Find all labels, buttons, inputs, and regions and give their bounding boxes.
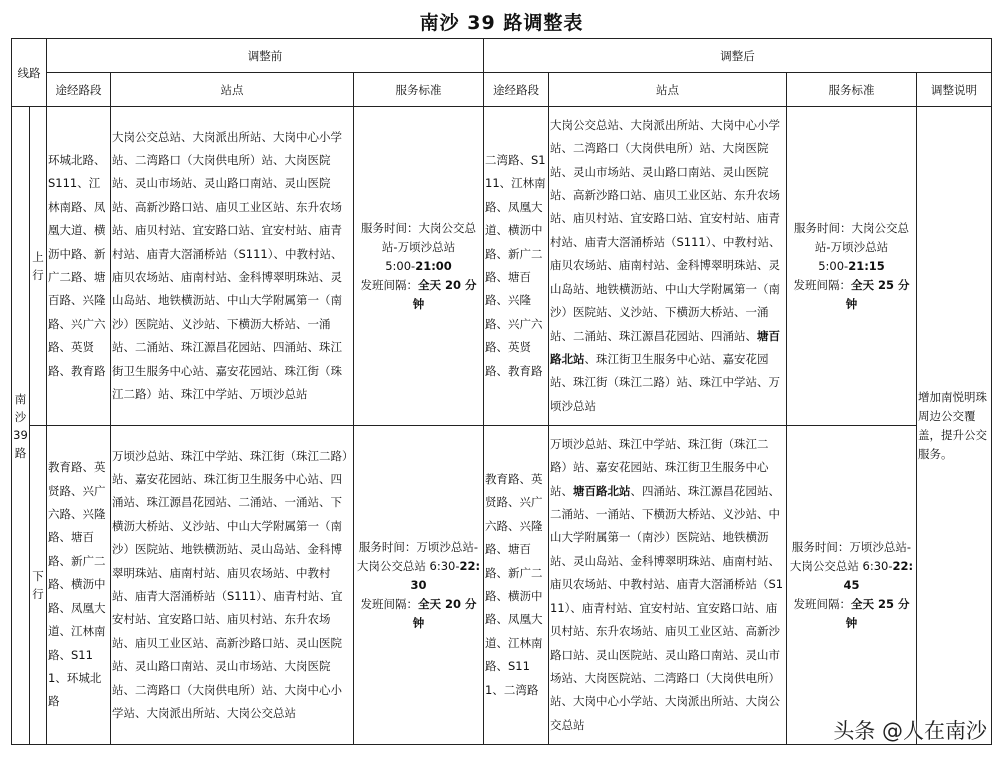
down-after-service-time: 服务时间：万顷沙总站-大岗公交总站 6:30-	[789, 539, 912, 573]
down-before-interval-value: 全天 20 分钟	[412, 596, 477, 630]
down-after-interval-label: 发班间隔：	[793, 596, 851, 611]
up-before-interval-label: 发班间隔：	[360, 277, 418, 292]
up-before-stops: 大岗公交总站、大岗派出所站、大岗中心小学站、二湾路口（大岗供电所）站、大岗医院站、灵山市场站、灵山路口南站、灵山医院站、高新沙路口站、庙贝工业区站、东升农场站、庙贝村站、宜安路口站、宜安村站、庙青村站、庙青大滘涌桥站（S111）、中教村站、庙贝农场站、庙南村站、金科博翠明珠站、灵山岛站、地铁横沥站、中山大学附属第一（南沙）医院站、义沙站、下横沥大桥站、一涌站、二涌站、珠江源昌花园站、四涌站、珠江街卫生服务中心站、嘉安花园站、珠江街（珠江二路）站、珠江中学站、万顷沙总站	[111, 107, 354, 426]
header-after-segment: 途经路段	[484, 73, 549, 107]
header-after-stops: 站点	[549, 73, 787, 107]
down-before-stops: 万顷沙总站、珠江中学站、珠江街（珠江二路）站、嘉安花园站、珠江街卫生服务中心站、四涌站、珠江源昌花园站、二涌站、一涌站、下横沥大桥站、义沙站、中山大学附属第一（南沙）医院站、地铁横沥站、灵山岛站、金科博翠明珠站、庙南村站、庙贝农场站、中教村站、庙青大滘涌桥站（S111）、庙青村站、宜安村站、宜安路口站、庙贝村站、东升农场站、庙贝工业区站、高新沙路口站、灵山医院站、灵山路口南站、灵山市场站、大岗医院站、二湾路口（大岗供电所）站、大岗中心小学站、大岗派出所站、大岗公交总站	[111, 426, 354, 745]
header-line: 线路	[12, 39, 47, 107]
down-before-service-time: 服务时间：万顷沙总站-大岗公交总站 6:30-	[356, 539, 479, 573]
up-after-service-start: 5:00-	[818, 258, 849, 273]
down-before-service-end: 22:30	[410, 558, 481, 592]
up-after-new-stop: 塘百路北站	[550, 328, 780, 366]
up-after-service	[787, 107, 917, 426]
page-title: 南沙 39 路调整表	[419, 12, 584, 34]
up-before-service-start: 5:00-	[385, 258, 416, 273]
header-after-service: 服务标准	[787, 73, 917, 107]
up-before-service-time: 服务时间：大岗公交总站-万顷沙总站	[361, 220, 476, 254]
down-before-interval-label: 发班间隔：	[360, 596, 418, 611]
up-after-segments: 二湾路、S111、江林南路、凤凰大道、横沥中路、新广二路、塘百路、兴隆路、兴广六路、英贤路、教育路	[484, 107, 549, 426]
adjustment-note: 增加南悦明珠周边公交覆盖，提升公交服务。	[917, 107, 992, 745]
up-before-service	[354, 107, 484, 426]
down-after-stops-a: 万顷沙总站、珠江中学站、珠江街（珠江二路）站、嘉安花园站、珠江街卫生服务中心站、	[550, 436, 769, 498]
up-after-stops	[549, 107, 787, 426]
up-after-service-time: 服务时间：大岗公交总站-万顷沙总站	[794, 220, 909, 254]
down-after-segments: 教育路、英贤路、兴广六路、兴隆路、塘百路、新广二路、横沥中路、凤凰大道、江林南路、S111、二湾路	[484, 426, 549, 745]
up-after-interval-label: 发班间隔：	[793, 277, 851, 292]
up-before-service-end: 21:00	[415, 258, 452, 273]
direction-down: 下行	[30, 426, 47, 745]
up-before-interval-value: 全天 20 分钟	[412, 277, 477, 311]
header-before: 调整前	[47, 39, 484, 73]
down-after-stops-b: 、四涌站、珠江源昌花园站、二涌站、一涌站、下横沥大桥站、义沙站、中山大学附属第一（南沙）医院站、地铁横沥站、灵山岛站、金科博翠明珠站、庙南村站、庙贝农场站、中教村站、庙青大滘涌桥站（S111）、庙青村站、宜安村站、宜安路口站、庙贝村站、东升农场站、庙贝工业区站、高新沙路口站、灵山医院站、灵山路口南站、灵山市场站、大岗医院站、二湾路口（大岗供电所）站、大岗中心小学站、大岗派出所站、大岗公交总站	[550, 483, 784, 732]
header-note: 调整说明	[917, 73, 992, 107]
header-before-stops: 站点	[111, 73, 354, 107]
down-after-service	[787, 426, 917, 745]
watermark: 头条 @人在南沙	[833, 719, 987, 743]
route-name: 南沙39路	[12, 107, 30, 745]
direction-up: 上行	[30, 107, 47, 426]
down-after-stops	[549, 426, 787, 745]
up-after-stops-a: 大岗公交总站、大岗派出所站、大岗中心小学站、二湾路口（大岗供电所）站、大岗医院站、灵山市场站、灵山路口南站、灵山医院站、高新沙路口站、庙贝工业区站、东升农场站、庙贝村站、宜安路口站、宜安村站、庙青村站、庙青大滘涌桥站（S111）、中教村站、庙贝农场站、庙南村站、金科博翠明珠站、灵山岛站、地铁横沥站、中山大学附属第一（南沙）医院站、义沙站、下横沥大桥站、一涌站、二涌站、珠江源昌花园站、四涌站、	[550, 117, 781, 343]
up-after-interval-value: 全天 25 分钟	[845, 277, 910, 311]
down-after-new-stop: 塘百路北站	[573, 483, 631, 498]
header-before-service: 服务标准	[354, 73, 484, 107]
up-after-stops-b: 、珠江街卫生服务中心站、嘉安花园站、珠江街（珠江二路）站、珠江中学站、万顷沙总站	[550, 351, 780, 413]
adjustment-table	[11, 38, 992, 745]
down-before-segments: 教育路、英贤路、兴广六路、兴隆路、塘百路、新广二路、横沥中路、凤凰大道、江林南路、S111、环城北路	[47, 426, 111, 745]
down-after-interval-value: 全天 25 分钟	[845, 596, 910, 630]
header-before-segment: 途经路段	[47, 73, 111, 107]
up-before-segments: 环城北路、S111、江林南路、凤凰大道、横沥中路、新广二路、塘百路、兴隆路、兴广六路、英贤路、教育路	[47, 107, 111, 426]
header-after: 调整后	[484, 39, 992, 73]
up-after-service-end: 21:15	[848, 258, 885, 273]
down-after-service-end: 22:45	[843, 558, 914, 592]
down-before-service	[354, 426, 484, 745]
